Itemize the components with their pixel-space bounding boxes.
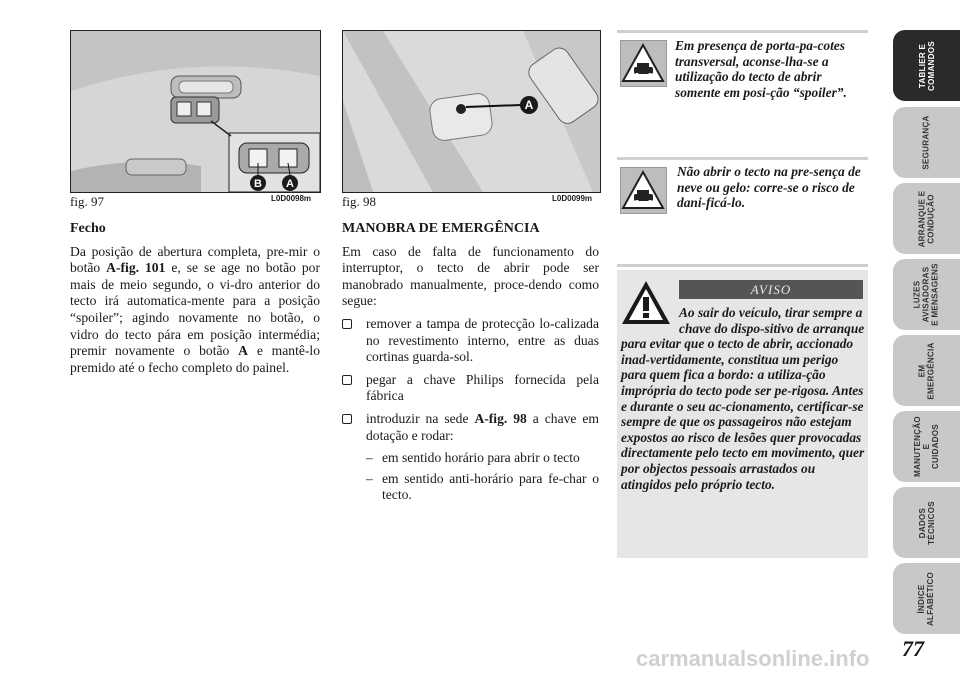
tab-manutencao-e-cuidados[interactable] xyxy=(893,411,960,482)
text-run: e, se se age no botão por mais de meio segundo, o vi-dro anterior do tecto irá automatica-mente para a posição “spoiler”; agindo novamente no botão, o vidro do tecto pára em posição intermédia; premir novamente o botão xyxy=(70,260,320,359)
tab-indice-alfabetico[interactable] xyxy=(893,563,960,634)
text-run: e mantê-lo premido até o fecho completo do painel. xyxy=(70,343,320,375)
warning-title: AVISO xyxy=(750,282,792,297)
tab-label: TABLIER E COMANDOS xyxy=(917,40,936,91)
tab-arranque-e-conducao[interactable] xyxy=(893,183,960,254)
section-heading-emergency: MANOBRA DE EMERGÊNCIA xyxy=(342,221,540,236)
car-roof-icon xyxy=(620,167,667,214)
tab-label: EM EMERGÊNCIA xyxy=(917,341,936,400)
dash-marker: – xyxy=(366,450,373,466)
section-heading-fecho: Fecho xyxy=(70,221,106,236)
callout-a: A xyxy=(286,178,294,190)
dash-text: em sentido horário para abrir o tecto xyxy=(382,450,580,466)
bullet-item xyxy=(342,316,599,366)
dash-marker: – xyxy=(366,470,373,486)
checkbox-bullet-icon xyxy=(342,414,352,424)
figure-98-code: L0D0099m xyxy=(552,194,593,203)
icon-spacer xyxy=(617,38,675,98)
tab-luzes-avisadoras[interactable] xyxy=(893,259,960,330)
bullet-text: a chave em dotação e rodar: xyxy=(366,410,599,443)
tab-label: SEGURANÇA xyxy=(921,115,931,170)
roof-rack-note xyxy=(617,38,867,100)
rear-roof-switch-illustration xyxy=(71,31,320,192)
callout-a: A xyxy=(524,98,534,112)
bullet-item xyxy=(342,372,599,405)
tab-label: LUZES AVISADORAS E MENSAGENS xyxy=(912,263,940,326)
bullet-text: remover a tampa de protecção lo-calizada no revestimento interno, entre as duas cortinas guarda-sol. xyxy=(366,315,599,365)
warning-title-bar xyxy=(679,280,863,299)
bullet-text: pegar a chave Philips fornecida pela fábrica xyxy=(366,371,599,404)
snow-ice-note xyxy=(677,164,867,211)
bullet-text: introduzir na sede xyxy=(366,410,475,426)
figure-98-caption: fig. 98 xyxy=(342,194,376,209)
roof-panel-illustration xyxy=(343,31,600,192)
warning-text: Ao sair do veículo, tirar sempre a chave do dispo-sitivo de arranque para evitar que o tecto de abrir, accionado inad-vertidamente, constitua um perigo para quem fica a bordo: a utiliza-ção imprópria do tecto pode ser pe-rigosa. Antes e durante o seu ac-cionamento, certificar-se sempre de que os passageiros não estejam expostos ao risco de lesões quer provocadas directamente pelo tecto em movimento, quer por objectos pessoais arrastados ou atingidos pelo próprio tecto. xyxy=(621,305,865,492)
emergency-intro: Em caso de falta de funcionamento do interruptor, o tecto de abrir pode ser manobrado manualmente, proce-dendo como segue: xyxy=(342,243,599,309)
figure-97-image xyxy=(70,30,321,193)
page-number: 77 xyxy=(902,636,924,661)
checkbox-bullet-icon xyxy=(342,375,352,385)
tab-seguranca[interactable] xyxy=(893,107,960,178)
roof-rack-note-text: Em presença de porta-pa-cotes transversal, aconse-lha-se a utilização do tecto de abrir somente em posi-ção “spoiler”. xyxy=(675,38,847,100)
warning-divider xyxy=(617,264,868,267)
figure-97-code: L0D0098m xyxy=(271,194,312,203)
figure-98-image xyxy=(342,30,601,193)
dash-item xyxy=(342,450,599,467)
bullet-item xyxy=(342,411,599,444)
note-divider xyxy=(617,30,868,33)
callout-b: B xyxy=(254,178,262,190)
tab-label: ARRANQUE E CONDUÇÃO xyxy=(917,190,936,247)
dash-text: em sentido anti-horário para fe-char o tecto. xyxy=(382,470,599,503)
dash-item xyxy=(342,471,599,504)
button-reference: A xyxy=(238,343,248,359)
middle-column xyxy=(342,221,599,508)
tab-label: MANUTENÇÃO E CUIDADOS xyxy=(913,416,940,477)
icon-spacer xyxy=(621,305,679,335)
tab-tablier-e-comandos[interactable] xyxy=(893,30,960,101)
figure-reference: A-fig. 98 xyxy=(474,410,527,426)
left-column xyxy=(70,221,320,382)
tab-dados-tecnicos[interactable] xyxy=(893,487,960,558)
snow-ice-note-text: Não abrir o tecto na pre-sença de neve ou gelo: corre-se o risco de dani-ficá-lo. xyxy=(677,164,861,211)
checkbox-bullet-icon xyxy=(342,319,352,329)
text-run: Da posição de abertura completa, pre-mir o botão xyxy=(70,243,320,276)
fecho-paragraph xyxy=(70,244,320,377)
tab-label: DADOS TÉCNICOS xyxy=(917,500,936,545)
figure-reference: A-fig. 101 xyxy=(106,260,166,276)
tab-label: ÍNDICE ALFABÉTICO xyxy=(917,571,936,626)
note-divider xyxy=(617,157,868,160)
warning-body xyxy=(621,305,865,492)
tab-em-emergencia[interactable] xyxy=(893,335,960,406)
figure-97-caption: fig. 97 xyxy=(70,194,104,209)
watermark: carmanualsonline.info xyxy=(636,646,870,671)
